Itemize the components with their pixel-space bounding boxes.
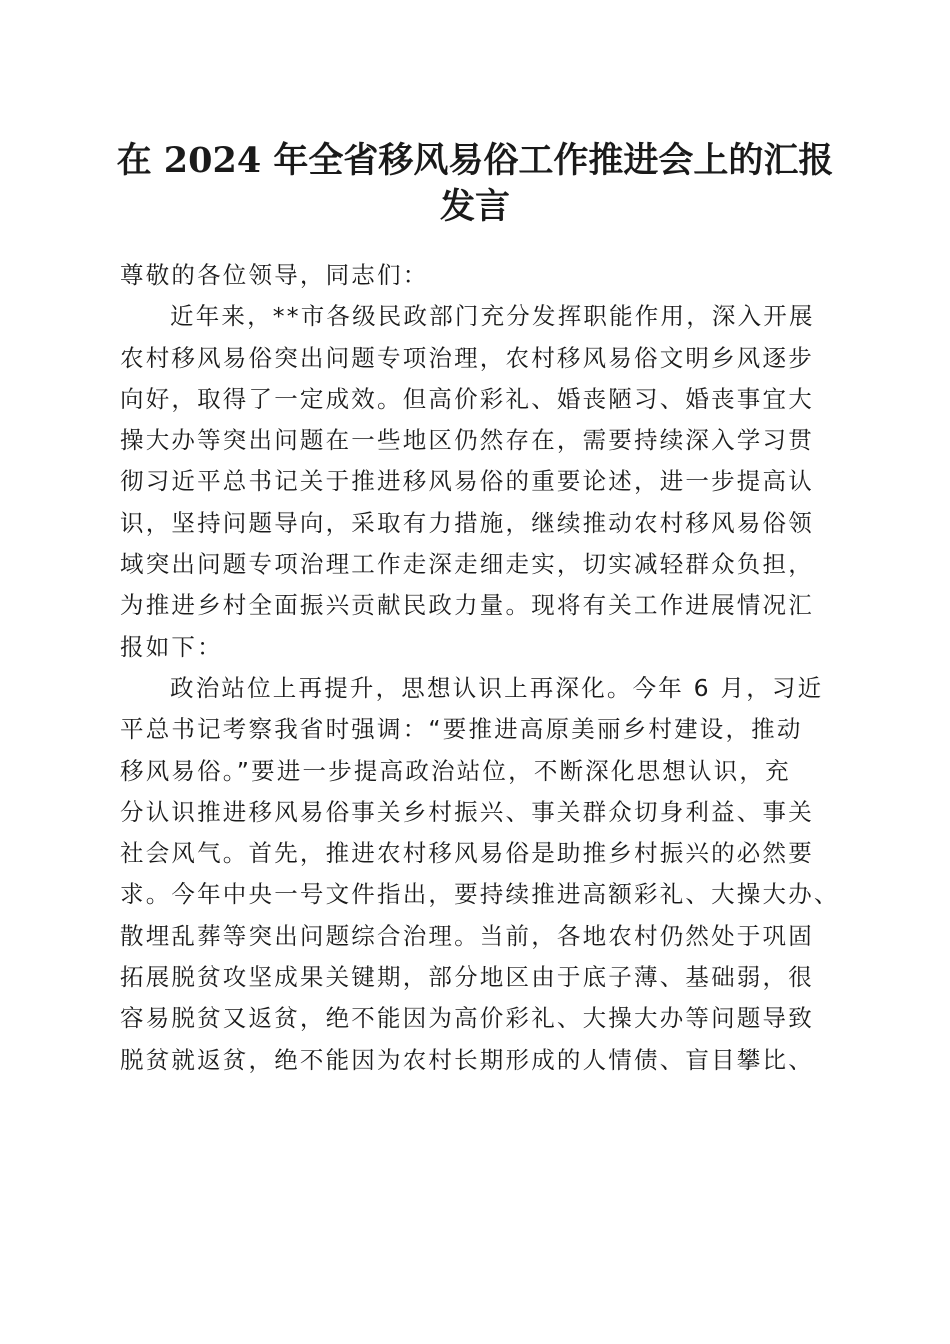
salutation: 尊敬的各位领导，同志们：	[120, 261, 429, 289]
paragraph-line: 散埋乱葬等突出问题综合治理。当前，各地农村仍然处于巩固	[120, 921, 814, 950]
paragraph-line: 报如下：	[120, 632, 223, 661]
document-title	[110, 138, 840, 230]
paragraph-line: 脱贫就返贫，绝不能因为农村长期形成的人情债、盲目攀比、	[120, 1045, 814, 1074]
paragraph-line: 社会风气。首先，推进农村移风易俗是助推乡村振兴的必然要	[120, 839, 814, 868]
paragraph-line: 移风易俗。”要进一步提高政治站位，不断深化思想认识，充	[120, 756, 791, 785]
document-body	[120, 255, 840, 1081]
title-line: 发言	[439, 186, 510, 227]
paragraph-line: 拓展脱贫攻坚成果关键期，部分地区由于底子薄、基础弱，很	[120, 963, 814, 992]
paragraph-line: 识，坚持问题导向，采取有力措施，继续推动农村移风易俗领	[120, 508, 814, 537]
paragraph-line: 政治站位上再提升，思想认识上再深化。今年 6 月，习近	[170, 673, 824, 702]
paragraph-line: 农村移风易俗突出问题专项治理，农村移风易俗文明乡风逐步	[120, 343, 814, 372]
paragraph-line: 容易脱贫又返贫，绝不能因为高价彩礼、大操大办等问题导致	[120, 1004, 814, 1033]
paragraph-line: 域突出问题专项治理工作走深走细走实，切实减轻群众负担，	[120, 550, 814, 579]
paragraph-line: 彻习近平总书记关于推进移风易俗的重要论述，进一步提高认	[120, 467, 814, 496]
paragraph-line: 为推进乡村全面振兴贡献民政力量。现将有关工作进展情况汇	[120, 591, 814, 620]
paragraph-line: 求。今年中央一号文件指出，要持续推进高额彩礼、大操大办、	[120, 880, 840, 909]
paragraph-line: 平总书记考察我省时强调：“要推进高原美丽乡村建设，推动	[120, 715, 803, 744]
paragraph-line: 分认识推进移风易俗事关乡村振兴、事关群众切身利益、事关	[120, 797, 814, 826]
paragraph-line: 操大办等突出问题在一些地区仍然存在，需要持续深入学习贯	[120, 426, 814, 455]
paragraph-line: 近年来，**市各级民政部门充分发挥职能作用，深入开展	[170, 302, 815, 331]
paragraph-line: 向好，取得了一定成效。但高价彩礼、婚丧陋习、婚丧事宜大	[120, 384, 814, 413]
title-line: 在 2024 年全省移风易俗工作推进会上的汇报	[116, 140, 834, 181]
